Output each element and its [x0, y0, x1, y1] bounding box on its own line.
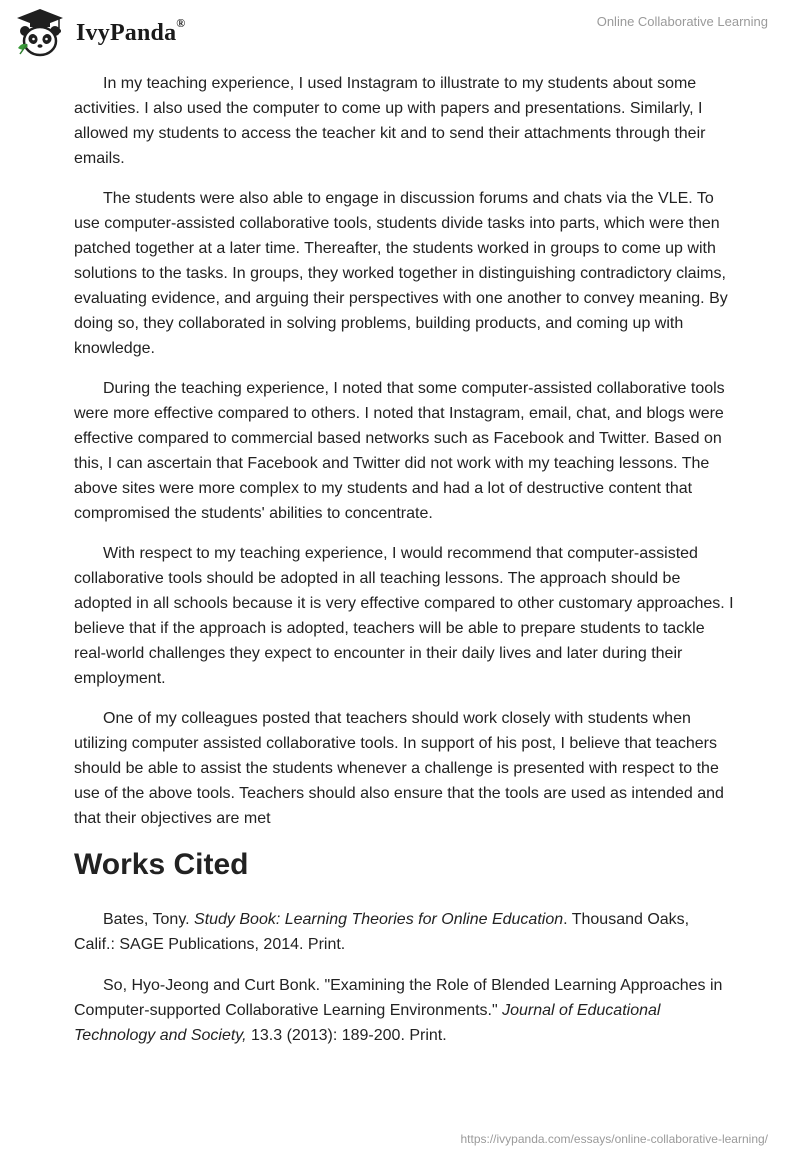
citation-entry — [74, 973, 734, 1048]
body-paragraph: With respect to my teaching experience, I would recommend that computer-assisted collaborative tools should be adopted in all teaching lessons. The approach should be adopted in all schools because it is very effective compared to other customary approaches. I believe that if the approach is adopted, teachers will be able to prepare students to tackle real-world challenges they expect to encounter in their daily lives and later during their employment. — [74, 545, 734, 687]
brand-name-text: IvyPanda — [76, 20, 177, 46]
document-title: Online Collaborative Learning — [596, 14, 768, 29]
citation-publication: . Thousand Oaks, Calif.: SAGE Publications, 2014. Print. — [74, 911, 690, 953]
page-header — [0, 0, 800, 60]
citation-title: Journal of Educational Technology and Society, — [74, 1002, 661, 1044]
citation-title: Study Book: Learning Theories for Online Education — [194, 911, 564, 928]
works-cited-heading: Works Cited — [74, 848, 249, 881]
citation-entry — [74, 907, 734, 957]
panda-graduate-icon — [14, 8, 66, 58]
body-paragraph: One of my colleagues posted that teachers should work closely with students when utilizing computer assisted collaborative tools. In support of his post, I believe that teachers should be able to assist the students whenever a challenge is presented with respect to the use of the above tools. Teachers should also ensure that the tools are used as intended and that their objectives are met — [74, 710, 724, 827]
body-paragraph: In my teaching experience, I used Instagram to illustrate to my students about some activities. I also used the computer to come up with papers and presentations. Similarly, I allowed my students to access the teacher kit and to send their attachments through their emails. — [74, 75, 706, 167]
citation-author: Bates, Tony. — [103, 911, 195, 928]
ivypanda-logo[interactable] — [14, 8, 214, 58]
body-paragraph: During the teaching experience, I noted that some computer-assisted collaborative tools were more effective compared to others. I noted that Instagram, email, chat, and blogs were effective compared to commercial based networks such as Facebook and Twitter. Based on this, I can ascertain that Facebook and Twitter did not work with my teaching lessons. The above sites were more complex to my students and had a lot of destructive content that compromised the students' abilities to concentrate. — [74, 380, 725, 522]
essay-content — [74, 71, 734, 1064]
brand-name — [76, 16, 186, 47]
source-url[interactable]: https://ivypanda.com/essays/online-collaborative-learning/ — [460, 1132, 768, 1146]
citation-author: So, Hyo-Jeong and Curt Bonk. "Examining the Role of Blended Learning Approaches in Computer-supported Collaborative Learning Environments." — [74, 977, 723, 1019]
citation-publication: 13.3 (2013): 189-200. Print. — [246, 1027, 447, 1044]
registered-mark: ® — [176, 16, 186, 30]
body-paragraph: The students were also able to engage in discussion forums and chats via the VLE. To use computer-assisted collaborative tools, students divide tasks into parts, which were then patched together at a later time. Thereafter, the students worked in groups to come up with solutions to the tasks. In groups, they worked together in distinguishing contradictory claims, evaluating evidence, and arguing their perspectives with one another to convey meaning. By doing so, they collaborated in solving problems, building products, and coming up with knowledge. — [74, 190, 728, 357]
